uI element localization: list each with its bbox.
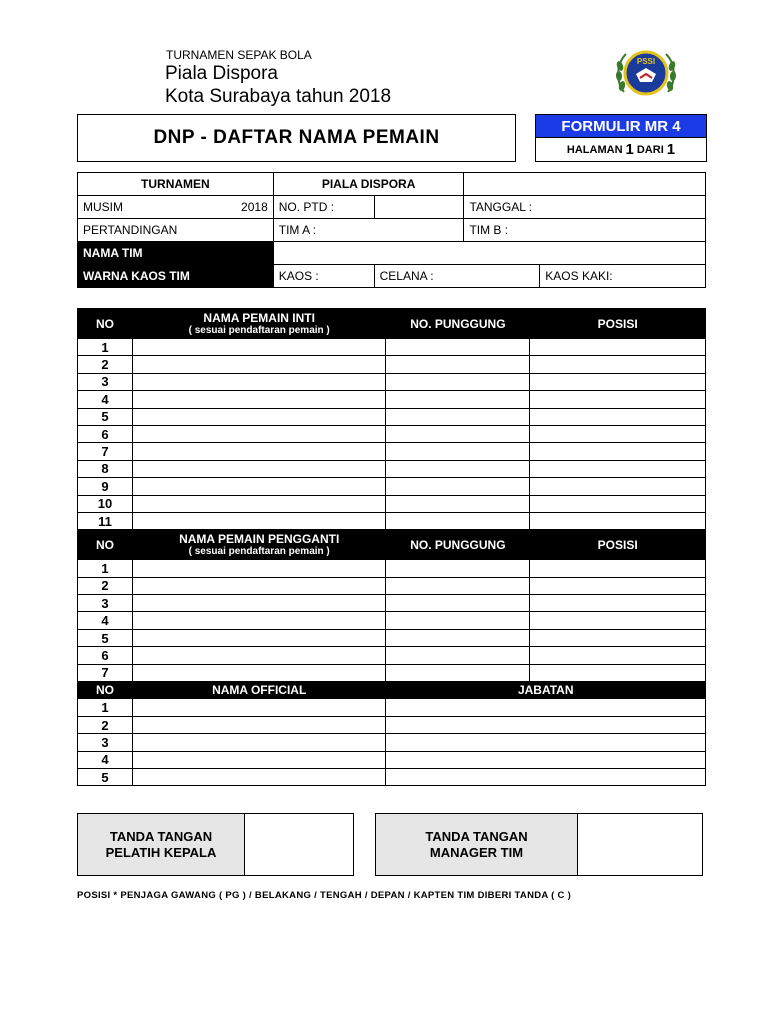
pengganti-posisi-field[interactable] xyxy=(530,664,706,681)
official-row xyxy=(78,751,706,768)
header-cup: Piala Dispora xyxy=(165,63,278,84)
header-city: Kota Surabaya tahun 2018 xyxy=(165,86,392,107)
kaos-label: KAOS : xyxy=(278,269,319,283)
inti-name-field[interactable] xyxy=(132,495,386,512)
inti-name-field[interactable] xyxy=(132,373,386,390)
nama-tim-field[interactable] xyxy=(273,242,705,265)
pengganti-name-header xyxy=(132,530,386,560)
tim-a-label: TIM A : xyxy=(278,223,317,237)
inti-row xyxy=(78,425,706,442)
pengganti-row xyxy=(78,612,706,629)
official-row xyxy=(78,699,706,716)
pengganti-row-number: 7 xyxy=(78,664,133,681)
inti-row-number: 1 xyxy=(78,339,133,356)
pengganti-no-header: NO xyxy=(78,530,133,560)
official-row-number: 4 xyxy=(78,751,133,768)
inti-row xyxy=(78,391,706,408)
official-row-number: 5 xyxy=(78,768,133,785)
inti-row-number: 6 xyxy=(78,425,133,442)
manager-signature-label xyxy=(376,814,578,875)
inti-name-field[interactable] xyxy=(132,391,386,408)
official-jabatan-field[interactable] xyxy=(386,699,706,716)
pengganti-punggung-field[interactable] xyxy=(386,647,530,664)
inti-row xyxy=(78,478,706,495)
celana-field[interactable] xyxy=(374,265,540,288)
pengganti-row-number: 1 xyxy=(78,560,133,577)
inti-name-field[interactable] xyxy=(132,512,386,529)
inti-punggung-field[interactable] xyxy=(386,512,530,529)
pengganti-punggung-field[interactable] xyxy=(386,577,530,594)
official-row xyxy=(78,734,706,751)
inti-name-title: NAMA PEMAIN INTI xyxy=(203,311,315,325)
inti-row xyxy=(78,339,706,356)
kaos-kaki-field[interactable] xyxy=(540,265,706,288)
tim-b-label: TIM B : xyxy=(469,223,509,237)
inti-row-number: 3 xyxy=(78,373,133,390)
pelatih-line2: PELATIH KEPALA xyxy=(105,844,217,860)
inti-name-field[interactable] xyxy=(132,478,386,495)
pelatih-signature-field[interactable] xyxy=(245,814,353,875)
pengganti-name-field[interactable] xyxy=(132,595,386,612)
pssi-logo xyxy=(610,44,682,106)
inti-row-number: 10 xyxy=(78,495,133,512)
halaman-label: HALAMAN xyxy=(566,143,623,156)
inti-note: ( sesuai pendaftaran pemain ) xyxy=(188,325,330,336)
pengganti-posisi-field[interactable] xyxy=(530,595,706,612)
pengganti-row xyxy=(78,560,706,577)
pelatih-signature-box xyxy=(77,813,354,876)
official-jabatan-field[interactable] xyxy=(386,751,706,768)
pelatih-signature-label xyxy=(78,814,245,875)
pengganti-name-title: NAMA PEMAIN PENGGANTI xyxy=(179,532,340,547)
official-jabatan-header: JABATAN xyxy=(386,682,706,699)
inti-row xyxy=(78,495,706,512)
pengganti-punggung-field[interactable] xyxy=(386,629,530,646)
pengganti-name-field[interactable] xyxy=(132,664,386,681)
official-row xyxy=(78,768,706,785)
inti-row xyxy=(78,460,706,477)
inti-posisi-field[interactable] xyxy=(530,356,706,373)
manager-line2: MANAGER TIM xyxy=(429,844,524,860)
manager-signature-box xyxy=(375,813,703,876)
official-name-field[interactable] xyxy=(132,734,386,751)
inti-punggung-field[interactable] xyxy=(386,356,530,373)
pengganti-row-number: 4 xyxy=(78,612,133,629)
pengganti-punggung-field[interactable] xyxy=(386,560,530,577)
pengganti-row-number: 6 xyxy=(78,647,133,664)
pengganti-row xyxy=(78,595,706,612)
nama-tim-label: NAMA TIM xyxy=(78,242,274,265)
pengganti-posisi-field[interactable] xyxy=(530,577,706,594)
official-name-field[interactable] xyxy=(132,716,386,733)
inti-posisi-field[interactable] xyxy=(530,425,706,442)
inti-posisi-field[interactable] xyxy=(530,408,706,425)
pengganti-punggung-field[interactable] xyxy=(386,612,530,629)
pengganti-row-number: 2 xyxy=(78,577,133,594)
pengganti-name-field[interactable] xyxy=(132,560,386,577)
inti-name-field[interactable] xyxy=(132,408,386,425)
inti-name-field[interactable] xyxy=(132,356,386,373)
warna-kaos-label: WARNA KAOS TIM xyxy=(78,265,274,288)
kaos-field[interactable] xyxy=(273,265,374,288)
inti-row xyxy=(78,408,706,425)
tanggal-label: TANGGAL : xyxy=(469,200,533,214)
musim-cell xyxy=(78,196,274,219)
pengganti-note: ( sesuai pendaftaran pemain ) xyxy=(188,546,330,558)
pengganti-name-field[interactable] xyxy=(132,612,386,629)
player-roster-table xyxy=(77,308,706,786)
pengganti-posisi-field[interactable] xyxy=(530,560,706,577)
inti-punggung-field[interactable] xyxy=(386,478,530,495)
inti-name-field[interactable] xyxy=(132,425,386,442)
position-footnote: POSISI * PENJAGA GAWANG ( PG ) / BELAKANG / TENGAH / DEPAN / KAPTEN TIM DIBERI TANDA ( C ) xyxy=(77,890,572,901)
form-code: FORMULIR MR 4 xyxy=(535,114,707,138)
inti-row xyxy=(78,373,706,390)
inti-punggung-field[interactable] xyxy=(386,408,530,425)
dari-label: DARI xyxy=(636,143,664,156)
pengganti-row xyxy=(78,647,706,664)
inti-posisi-field[interactable] xyxy=(530,443,706,460)
inti-row-number: 11 xyxy=(78,512,133,529)
pengganti-posisi-field[interactable] xyxy=(530,612,706,629)
official-no-header: NO xyxy=(78,682,133,699)
inti-row xyxy=(78,356,706,373)
inti-posisi-field[interactable] xyxy=(530,373,706,390)
official-row-number: 1 xyxy=(78,699,133,716)
inti-posisi-header: POSISI xyxy=(530,309,706,339)
official-jabatan-field[interactable] xyxy=(386,768,706,785)
tanggal-field[interactable] xyxy=(464,196,706,219)
header-org: TURNAMEN SEPAK BOLA xyxy=(166,48,312,62)
inti-row xyxy=(78,443,706,460)
manager-line1: TANDA TANGAN xyxy=(425,828,528,844)
halaman-value: 1 xyxy=(625,141,634,158)
inti-punggung-field[interactable] xyxy=(386,443,530,460)
official-row-number: 2 xyxy=(78,716,133,733)
inti-row-number: 2 xyxy=(78,356,133,373)
inti-punggung-field[interactable] xyxy=(386,391,530,408)
pengganti-row xyxy=(78,577,706,594)
inti-punggung-field[interactable] xyxy=(386,425,530,442)
official-name-header: NAMA OFFICIAL xyxy=(132,682,386,699)
inti-name-header xyxy=(132,309,386,339)
pengganti-name-field[interactable] xyxy=(132,647,386,664)
official-row xyxy=(78,716,706,733)
pengganti-posisi-field[interactable] xyxy=(530,629,706,646)
inti-posisi-field[interactable] xyxy=(530,512,706,529)
inti-punggung-field[interactable] xyxy=(386,495,530,512)
inti-name-field[interactable] xyxy=(132,339,386,356)
kaos-kaki-label: KAOS KAKI: xyxy=(545,269,613,283)
pengganti-name-field[interactable] xyxy=(132,629,386,646)
official-jabatan-field[interactable] xyxy=(386,734,706,751)
inti-row-number: 4 xyxy=(78,391,133,408)
tim-a-field[interactable] xyxy=(273,219,464,242)
turnamen-label: TURNAMEN xyxy=(78,173,274,196)
inti-posisi-field[interactable] xyxy=(530,339,706,356)
inti-posisi-field[interactable] xyxy=(530,478,706,495)
page-indicator xyxy=(535,138,707,162)
pengganti-punggung-field[interactable] xyxy=(386,595,530,612)
inti-name-field[interactable] xyxy=(132,443,386,460)
inti-no-header: NO xyxy=(78,309,133,339)
pengganti-name-field[interactable] xyxy=(132,577,386,594)
manager-signature-field[interactable] xyxy=(578,814,702,875)
form-title: DNP - DAFTAR NAMA PEMAIN xyxy=(77,114,516,162)
dari-value: 1 xyxy=(666,141,676,158)
inti-punggung-header: NO. PUNGGUNG xyxy=(386,309,530,339)
ptd-label: NO. PTD : xyxy=(273,196,374,219)
musim-value: 2018 xyxy=(241,200,268,214)
inti-punggung-field[interactable] xyxy=(386,460,530,477)
logo-text: PSSI xyxy=(636,57,656,66)
inti-row-number: 8 xyxy=(78,460,133,477)
inti-row-number: 7 xyxy=(78,443,133,460)
inti-row-number: 9 xyxy=(78,478,133,495)
turnamen-value: PIALA DISPORA xyxy=(273,173,464,196)
pengganti-row-number: 3 xyxy=(78,595,133,612)
inti-row xyxy=(78,512,706,529)
pengganti-punggung-field[interactable] xyxy=(386,664,530,681)
pengganti-posisi-header: POSISI xyxy=(530,530,706,560)
celana-label: CELANA : xyxy=(379,269,434,283)
inti-posisi-field[interactable] xyxy=(530,391,706,408)
match-info-table xyxy=(77,172,706,288)
pengganti-row xyxy=(78,629,706,646)
pengganti-posisi-field[interactable] xyxy=(530,647,706,664)
inti-name-field[interactable] xyxy=(132,460,386,477)
official-row-number: 3 xyxy=(78,734,133,751)
official-name-field[interactable] xyxy=(132,699,386,716)
inti-punggung-field[interactable] xyxy=(386,373,530,390)
tim-b-field[interactable] xyxy=(464,219,706,242)
inti-posisi-field[interactable] xyxy=(530,460,706,477)
inti-row-number: 5 xyxy=(78,408,133,425)
turnamen-extra-field[interactable] xyxy=(464,173,706,196)
ptd-field[interactable] xyxy=(374,196,464,219)
inti-punggung-field[interactable] xyxy=(386,339,530,356)
pengganti-punggung-header: NO. PUNGGUNG xyxy=(386,530,530,560)
official-name-field[interactable] xyxy=(132,768,386,785)
pertandingan-label: PERTANDINGAN xyxy=(78,219,274,242)
inti-posisi-field[interactable] xyxy=(530,495,706,512)
official-name-field[interactable] xyxy=(132,751,386,768)
official-jabatan-field[interactable] xyxy=(386,716,706,733)
musim-label: MUSIM xyxy=(83,200,123,214)
pengganti-row-number: 5 xyxy=(78,629,133,646)
pelatih-line1: TANDA TANGAN xyxy=(109,828,213,844)
pengganti-row xyxy=(78,664,706,681)
